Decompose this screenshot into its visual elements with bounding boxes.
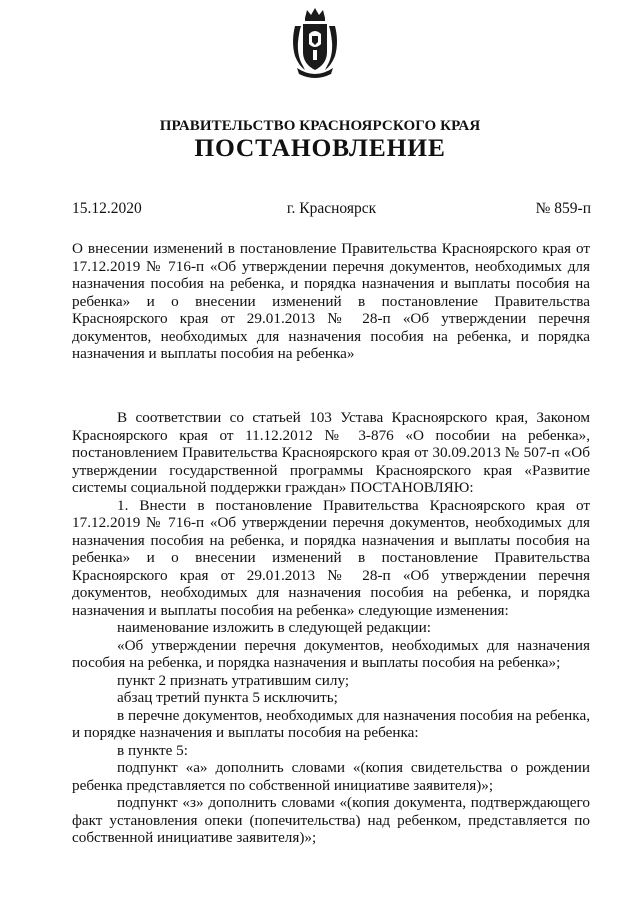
document-date: 15.12.2020 — [72, 200, 142, 217]
body-paragraph: в пункте 5: — [117, 741, 188, 759]
document-number: № 859-п — [535, 200, 591, 217]
document-meta-row — [72, 200, 591, 220]
coat-of-arms-icon — [289, 8, 341, 78]
government-name: ПРАВИТЕЛЬСТВО КРАСНОЯРСКОГО КРАЯ — [159, 118, 481, 134]
document-body — [72, 409, 590, 847]
document-title: О внесении изменений в постановление Правительства Красноярского края от 17.12.2019 № 716-п «Об утверждении перечня документов, необходимых для назначения пособия на ребенка, и порядка назначения и выплаты пособия на ребенка» и о внесении изменений в постановление Правительства Красноярского края от 29.01.2013 № 28-п «Об утверждении перечня документов, необходимых для назначения пособия на ребенка, и порядка назначения и выплаты пособия на ребенка» — [72, 240, 590, 362]
document-type-heading: ПОСТАНОВЛЕНИЕ — [194, 133, 446, 162]
body-paragraph: подпункт «з» дополнить словами «(копия документа, подтверждающего факт установления опеки (попечительства) над ребенком, представляется по собственной инициативе заявителя)»; — [72, 794, 590, 846]
body-paragraph: абзац третий пункта 5 исключить; — [117, 689, 338, 706]
document-city: г. Красноярск — [286, 200, 377, 217]
body-paragraph: в перечне документов, необходимых для назначения пособия на ребенка, и порядке назначения и выплаты пособия на ребенка: — [72, 706, 590, 741]
body-paragraph: пункт 2 признать утратившим силу; — [117, 671, 350, 689]
body-paragraph: «Об утверждении перечня документов, необходимых для назначения пособия на ребенка, и порядка назначения и выплаты пособия на ребенка»; — [72, 636, 590, 671]
body-paragraph: наименование изложить в следующей редакции: — [117, 619, 431, 636]
body-paragraph: 1. Внести в постановление Правительства Красноярского края от 17.12.2019 № 716-п «Об утверждении перечня документов, необходимых для назначения пособия на ребенка, и порядка назначения и выплаты пособия на ребенка» и о внесении изменений в постановление Правительства Красноярского края от 29.01.2013 № 28-п «Об утверждении перечня документов, необходимых для назначения пособия на ребенка, и порядка назначения и выплаты пособия на ребенка» следующие изменения: — [72, 496, 590, 619]
body-paragraph: В соответствии со статьей 103 Устава Красноярского края, Законом Красноярского края от 11.12.2012 № 3-876 «О пособии на ребенка», постановлением Правительства Красноярского края от 30.09.2013 № 507-п «Об утверждении государственной программы Красноярского края «Развитие системы социальной поддержки граждан» ПОСТАНОВЛЯЮ: — [72, 409, 590, 496]
body-paragraph: подпункт «а» дополнить словами «(копия свидетельства о рождении ребенка представляется по собственной инициативе заявителя)»; — [72, 759, 590, 794]
